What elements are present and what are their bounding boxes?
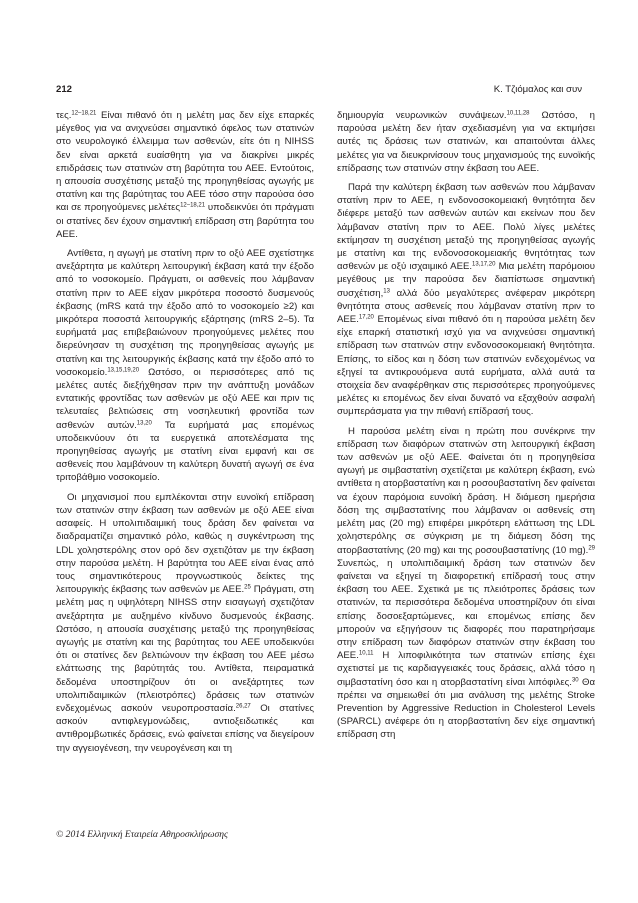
text-run: Πράγματι, στη μελέτη μας η υψηλότερη NIHSS στην εισαγωγή σχετιζόταν ανεξάρτητα με αυξημένο κίνδυνο δυσμενούς έκβασης. Ωστόσο, η απουσία συσχέτισης μεταξύ της προηγηθείσας αγωγής με στατίνη και της βαρύτητας του ΑΕΕ υποδεικνύει ότι οι στατίνες δεν βελτιώνουν την έκβαση του ΑΕΕ μέσω ελάττωσης της βαρύτητάς του. Αντίθετα, πειραματικά δεδομένα υποστηρίζουν ότι οι ανεξάρτητες των υπολιπιδαιμικών (πλειοτρόπες) δράσεις των στατινών ενδεχομένως ασκούν νευροπροστασία. [56,584,314,714]
citation-ref: 25 [244,584,251,591]
text-run: Παρά την καλύτερη έκβαση των ασθενών που λάμβαναν στατίνη πριν το ΑΕΕ, η ενδονοσοκομειακή θνητότητα δεν διέφερε μεταξύ των ασθενών αυτών και εκείνων που δεν λάμβαναν στατίνη πριν το ΑΕΕ. Πολύ λίγες μελέτες εκτίμησαν τη συσχέτιση μεταξύ της προηγηθείσας αγωγής με στατίνη και της ενδονοσοκομειακής θνητότητας των ασθενών με οξύ ισχαιμικό ΑΕΕ. [337,182,595,273]
page-number: 212 [56,84,73,95]
citation-ref: 10,11,28 [506,110,530,117]
citation-ref: 30 [571,677,579,684]
citation-ref: 13,20 [136,420,152,427]
text-run: δημιουργία νευρωνικών συνάψεων. [337,110,507,121]
copyright-footer: © 2014 Ελληνική Εταιρεία Αθηροσκλήρωσης [56,829,228,840]
running-head-authors: Κ. Τζιόμαλος και συν [493,84,582,95]
paragraph [337,109,595,175]
paragraph [56,247,314,485]
text-run: Συνεπώς, η υπολιπιδαιμική δράση των στατινών δεν φαίνεται να εξηγεί τη διαφορετική επίδρασή τους στην έκβαση του ΑΕΕ. Σχετικά με τις πλειότροπες δράσεις των στατινών, τα περισσότερα δεδομένα υποστηρίζουν ότι είναι επίσης δοσοεξαρτώμενες, και επομένως επίσης δεν μπορούν να εξηγήσουν τις διαφορές που παρατηρήσαμε στην επίδραση των διαφόρων στατινών στην έκβαση του ΑΕΕ. [337,557,595,662]
paragraph [56,491,314,755]
text-run: Ωστόσο, οι περισσότερες από τις μελέτες αυτές διεξήχθησαν πριν την ανάπτυξη μονάδων εντατικής φροντίδας των ασθενών με οξύ ΑΕΕ και πριν τις τελευταίες βελτιώσεις στη νοσηλευτική φροντίδα των ασθενών αυτών. [56,366,314,431]
citation-ref: 13,15,19,20 [107,367,140,374]
citation-ref: 13 [383,288,390,295]
right-column [337,109,595,748]
text-run: Οι στατίνες ασκούν αντιφλεγμονώδεις, αντιοξειδωτικές και αντιθρομβωτικές δράσεις, ενώ φαίνεται επίσης να διεγείρουν την αγγειογένεση, την νευρογένεση και τη [56,702,314,754]
text-run: Θα πρέπει να σημειωθεί ότι μια ανάλυση της μελέτης Stroke Prevention by Aggressive Reduction in Cholesterol Levels (SPARCL) ανέφερε ότι η ατορβαστατίνη δεν είχε σημαντική επίδραση στη [337,676,595,741]
citation-ref: 29 [588,545,595,552]
citation-ref: 12–18,21 [71,110,97,117]
text-run: Είναι πιθανό ότι η μελέτη μας δεν είχε επαρκές μέγεθος για να ανιχνεύσει σημαντικό όφελος των στατινών στο νευρολογικό έλλειμμα των ασθενών, είτε ότι η NIHSS δεν είναι αρκετά ευαίσθητη για να διακρίνει μικρές επιδράσεις των στατινών στη βαρύτητα του ΑΕΕ. Εντούτοις, η απουσία συσχέτισης μεταξύ της προηγηθείσας αγωγής με στατίνη και της βαρύτητας του ΑΕΕ τόσο στην παρούσα όσο και σε προηγούμενες μελέτες [56,110,314,214]
citation-ref: 13,17,20 [472,261,496,268]
paragraph [337,425,595,742]
paragraph [337,181,595,419]
text-run: Η παρούσα μελέτη είναι η πρώτη που συνέκρινε την επίδραση των διαφόρων στατινών στη λειτουργική έκβαση των ασθενών με οξύ ΑΕΕ. Φαίνεται ότι η προηγηθείσα αγωγή με σιμβαστατίνη σχετίζεται με καλύτερη έκβαση, ενώ αντίθετα η ατορβαστατίνη και η ροσουβαστατίνη δεν φαίνεται να έχουν παρόμοια ευνοϊκή δράση. Η διάμεση ημερήσια δόση της σιμβαστατίνης που λάμβαναν οι ασθενείς στη μελέτη μας (20 mg) επιφέρει μικρότερη ελάττωση της LDL χοληστερόλης σε σύγκριση με τη διάμεση δόση της ατορβαστατίνης (20 mg) και της ροσουβαστατίνης (10 mg). [337,425,595,556]
citation-ref: 12–18,21 [180,203,206,210]
left-column [56,109,314,761]
text-run: υποδεικνύει ότι πράγματι οι στατίνες δεν έχουν σημαντική επίδραση στη βαρύτητα του ΑΕΕ. [56,202,314,240]
text-run: Αντίθετα, η αγωγή με στατίνη πριν το οξύ ΑΕΕ σχετίστηκε ανεξάρτητα με καλύτερη λειτουργική έκβαση κατά την έξοδο από το νοσοκομείο. Πράγματι, οι ασθενείς που λάμβαναν στατίνη πριν το ΑΕΕ είχαν μικρότερα ποσοστό δυσμενούς έκβασης (mRS κατά την έξοδο από το νοσοκομείο ≥2) και μικρότερα ποσοστά λειτουργικής εξάρτησης (mRS 2–5). Τα ευρήματά μας επιβεβαιώνουν προηγούμενες μελέτες που διερεύνησαν τη συσχέτιση της προηγηθείσας αγωγής με στατίνη και της λειτουργικής έκβασης κατά την έξοδο από το νοσοκομείο. [56,248,314,378]
text-run: Οι μηχανισμοί που εμπλέκονται στην ευνοϊκή επίδραση των στατινών στην έκβαση των ασθενών με οξύ ΑΕΕ είναι ασαφείς. Η υπολιπιδαιμική τους δράση δεν φαίνεται να διαδραματίζει σημαντικό ρόλο, καθώς η συγκέντρωση της LDL χοληστερόλης στον ορό δεν σχετιζόταν με την έκβαση στην παρούσα μελέτη. Η βαρύτητα του ΑΕΕ είναι ένας από τους σημαντικότερους προγνωστικούς δείκτες της λειτουργικής έκβασης των ασθενών με ΑΕΕ. [56,491,314,596]
text-run: τες. [56,110,72,121]
text-run: Μια μελέτη παρόμοιου μεγέθους με την παρούσα δεν διαπίστωσε σημαντική συσχέτιση, [337,261,595,299]
citation-ref: 10,11 [358,650,374,657]
text-run: αλλά δύο μεγαλύτερες ανέφεραν μικρότερη θνητότητα στους ασθενείς που λάμβαναν στατίνη πριν το ΑΕΕ. [337,287,595,326]
text-run: Ωστόσο, η παρούσα μελέτη δεν ήταν σχεδιασμένη για να εκτιμήσει αυτές τις δράσεις των στατινών, και απαιτούνται άλλες μελέτες για να διευκρινίσουν τους μηχανισμούς της ευνοϊκής επίδρασης των στατινών στην έκβαση του ΑΕΕ. [337,110,595,174]
citation-ref: 26,27 [235,703,251,710]
text-run: Επομένως είναι πιθανό ότι η παρούσα μελέτη δεν είχε επαρκή στατιστική ισχύ για να ανιχνεύσει σημαντική επίδραση των στατινών στην ενδονοσοκομειακή θνητότητα. Επίσης, το είδος και η δόση των στατινών ενδεχομένως να εξηγεί τα αντικρουόμενα αυτά ευρήματα, αλλά αυτά τα στοιχεία δεν αναφέρθηκαν στις περισσότερες προηγούμενες μελέτες κι επομένως δεν είναι δυνατό να εξαχθούν ασφαλή συμπεράσματα για την πιθανή επίδρασή τους. [337,314,595,418]
text-run: Η λιποφιλικότητα των στατινών επίσης έχει σχετιστεί με τις καρδιαγγειακές τους δράσεις, αλλά τόσο η σιμβαστατίνη όσο και η ατορβαστατίνη είναι λιπόφιλες. [337,650,595,688]
citation-ref: 17,20 [358,314,374,321]
paragraph [56,109,314,241]
text-run: Τα ευρήματά μας επομένως υποδεικνύουν ότι τα ευεργετικά αποτελέσματα της προηγηθείσας αγωγής με στατίνη είναι εμφανή και σε ασθενείς που λαμβάνουν τη καλύτερη δυνατή αγωγή σε ένα τριτοβάθμιο νοσοκομείο. [56,419,314,484]
